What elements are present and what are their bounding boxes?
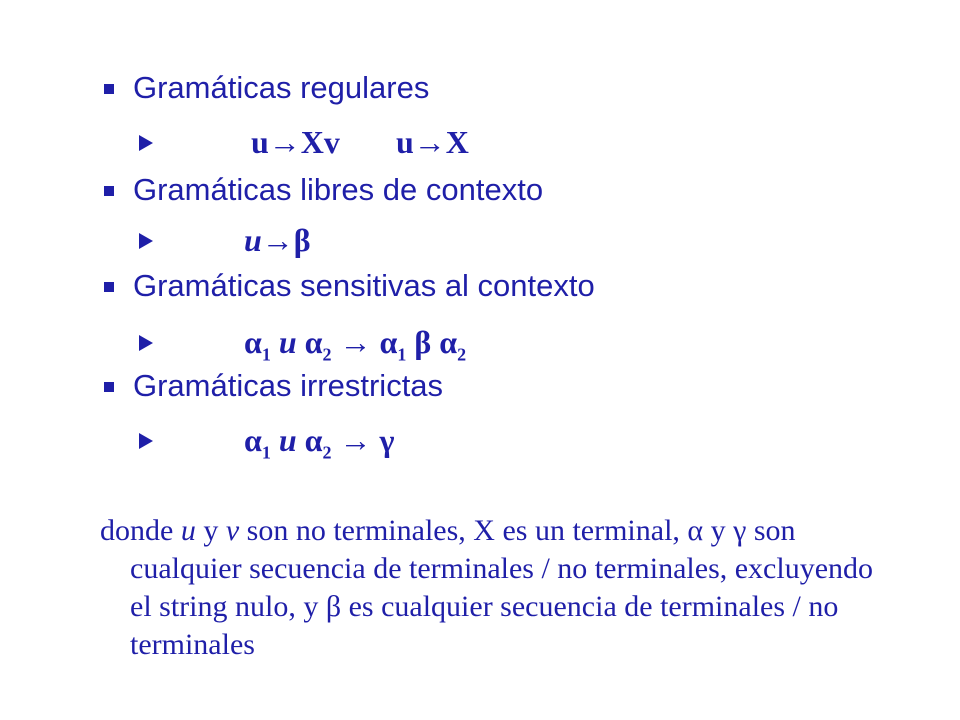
bullet-heading: Gramáticas libres de contexto	[133, 172, 544, 207]
formula-regular-b: u→X	[396, 124, 469, 160]
bullet-heading: Gramáticas irrestrictas	[133, 368, 444, 403]
sub-item-unrestricted-rule	[139, 422, 395, 463]
arrowhead-bullet-icon	[139, 135, 153, 151]
bullet-item-context-free	[104, 172, 543, 208]
bullet-heading: Gramáticas sensitivas al contexto	[133, 268, 595, 303]
formula-context-free: u→β	[244, 222, 311, 258]
bullet-item-regular	[104, 70, 429, 106]
definition-note	[100, 512, 900, 664]
definition-paragraph: donde u y v son no terminales, X es un terminal, α y γ son cualquier secuencia de terminales / no terminales, excluyendo el string nulo, y β es cualquier secuencia de terminales / no terminales	[100, 514, 874, 661]
arrowhead-bullet-icon	[139, 433, 153, 449]
bullet-heading: Gramáticas regulares	[133, 70, 430, 105]
formula-regular-a: u→Xv	[251, 124, 340, 160]
square-bullet-icon	[104, 282, 114, 292]
bullet-item-unrestricted	[104, 368, 443, 404]
arrowhead-bullet-icon	[139, 233, 153, 249]
bullet-item-context-sensitive	[104, 268, 595, 304]
formula-unrestricted: $\alpha_1$ u $\alpha_2 \to \gamma$	[244, 422, 395, 463]
sub-item-context-sensitive-rule	[139, 324, 467, 365]
square-bullet-icon	[104, 382, 114, 392]
formula-context-sensitive: $\alpha_1$ u $\alpha_2 \to \alpha_1$ β $\alpha_2$	[244, 324, 467, 365]
square-bullet-icon	[104, 84, 114, 94]
arrowhead-bullet-icon	[139, 335, 153, 351]
sub-item-regular-rules	[139, 124, 469, 160]
square-bullet-icon	[104, 186, 114, 196]
sub-item-context-free-rule	[139, 222, 311, 258]
